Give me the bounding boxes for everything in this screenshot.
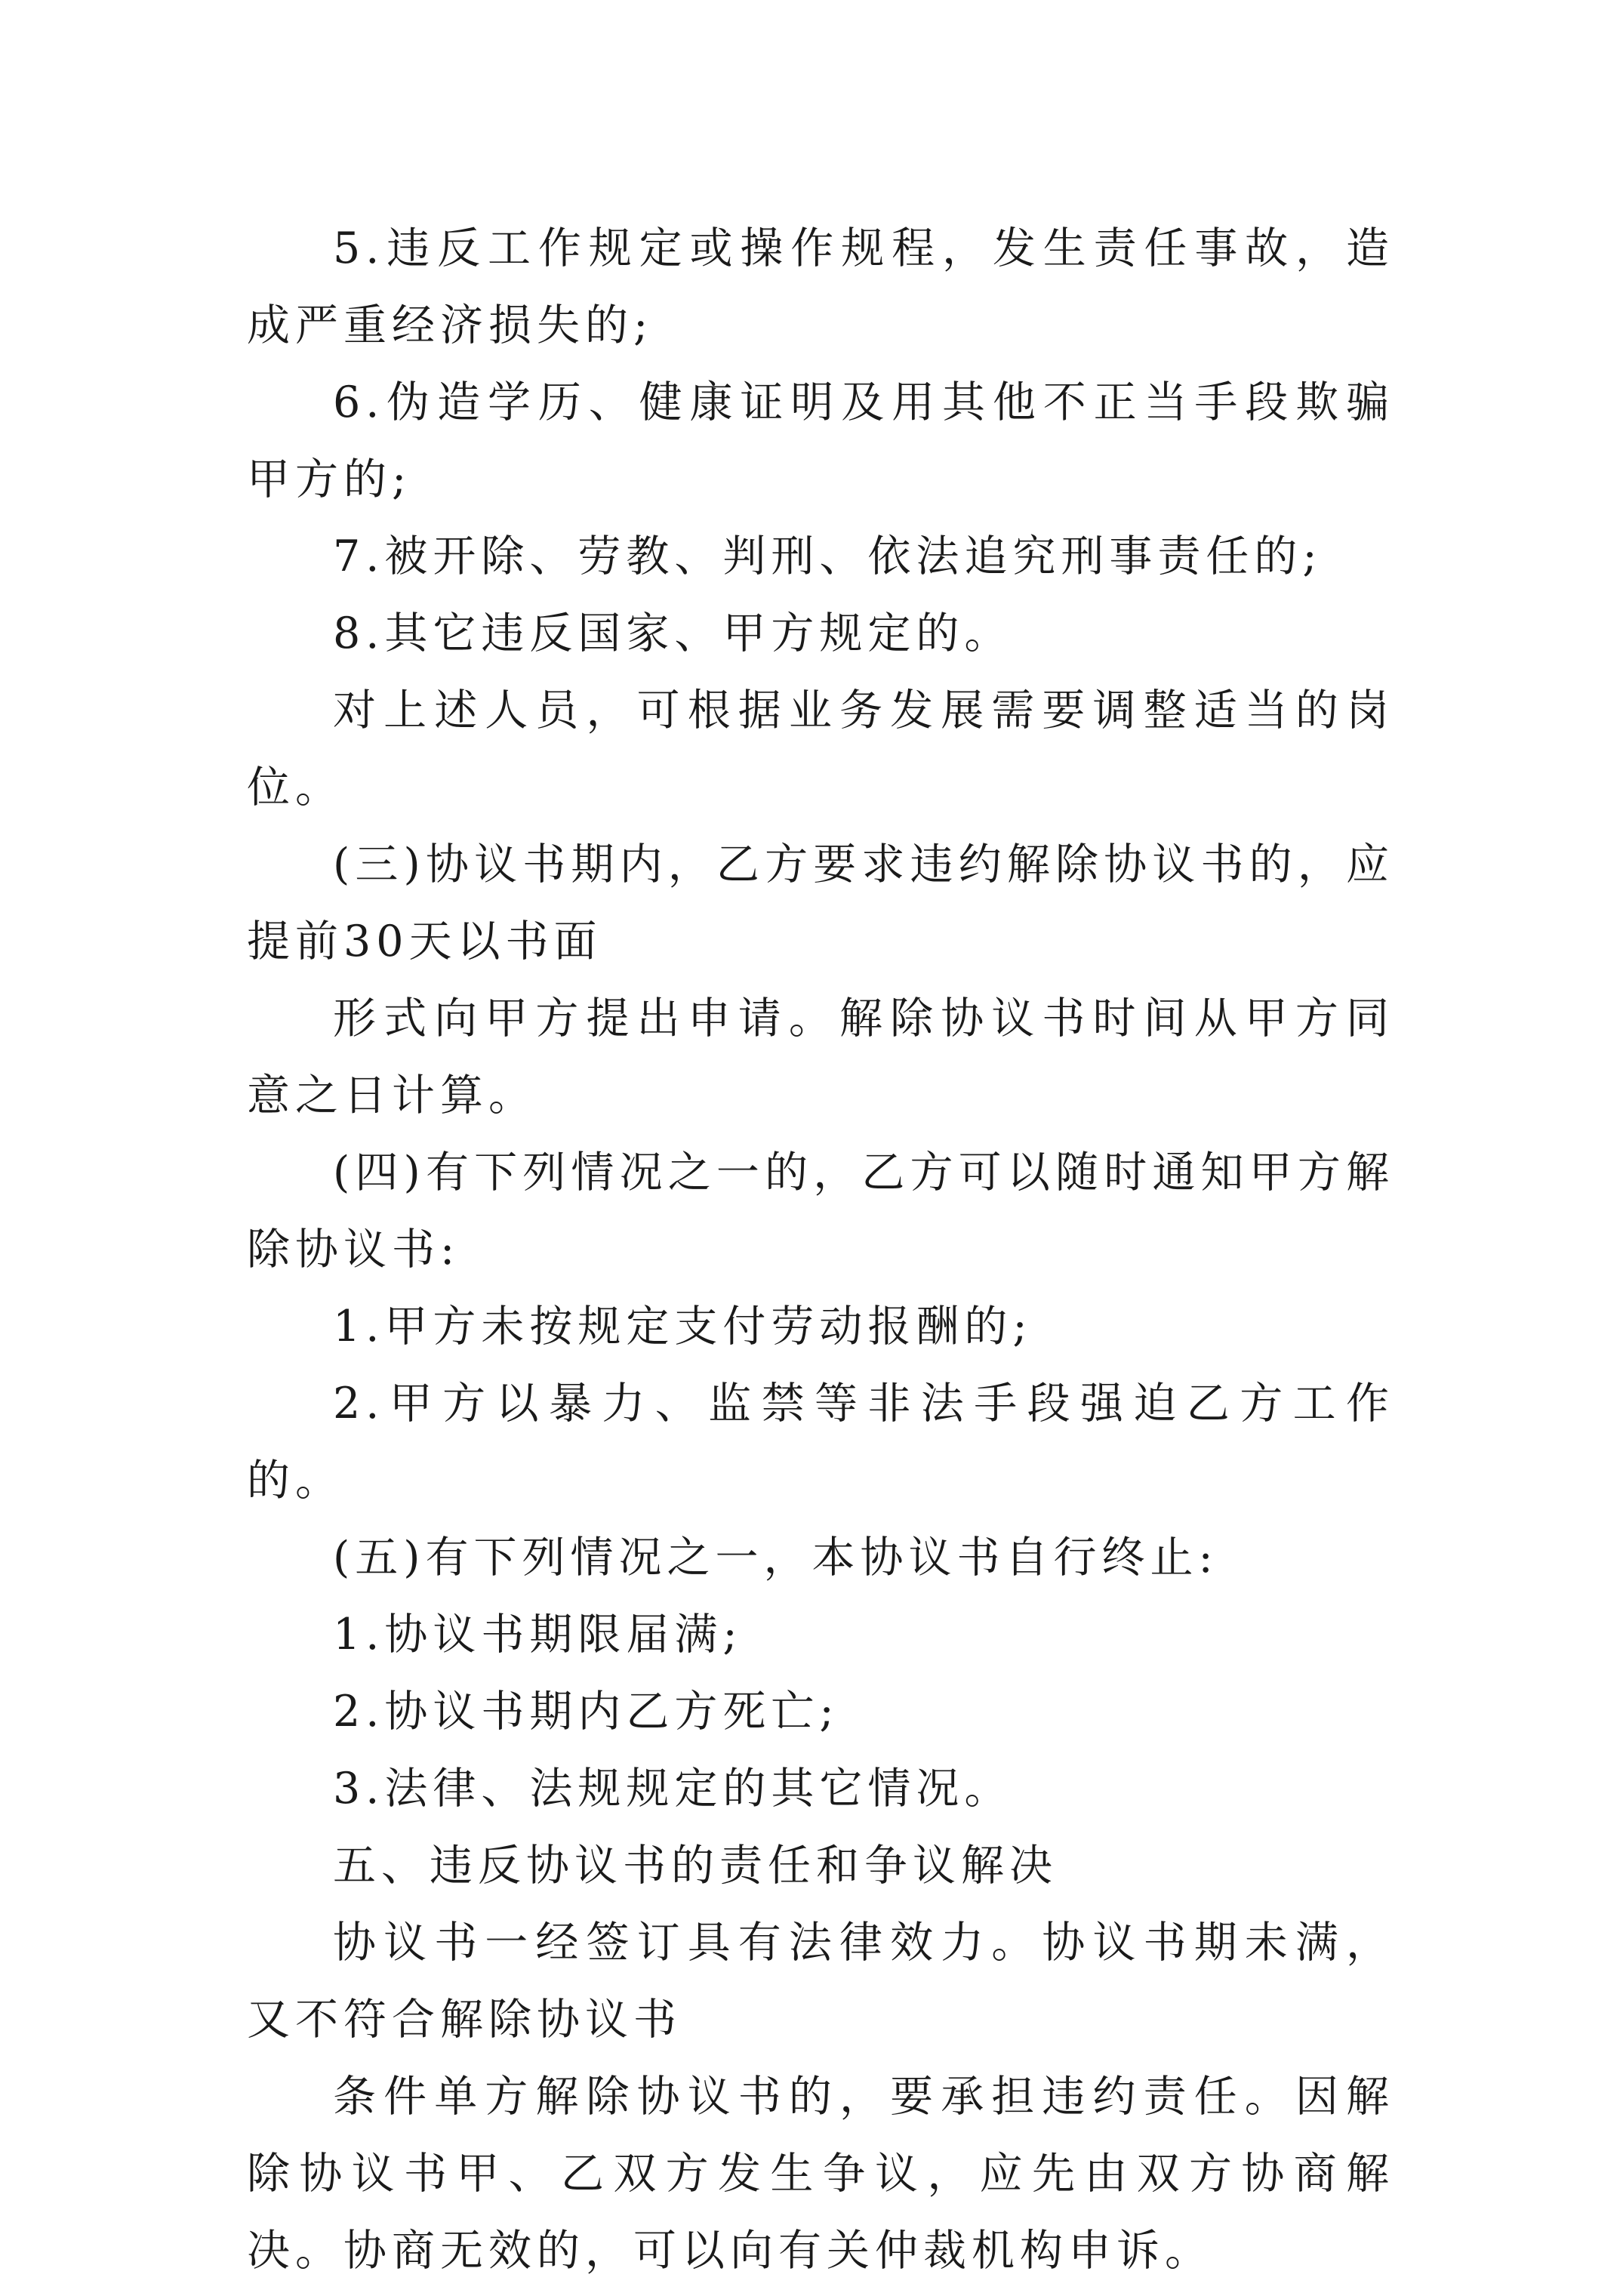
paragraph-item-5: 5.违反工作规定或操作规程，发生责任事故，造成严重经济损失的;: [247, 223, 1394, 350]
paragraph-section-4-item-2: 2.甲方以暴力、监禁等非法手段强迫乙方工作的。: [247, 1379, 1394, 1505]
section-heading-5: 五、违反协议书的责任和争议解决: [333, 1841, 1058, 1891]
paragraph-section-5-item-2: 2.协议书期内乙方死亡;: [333, 1687, 839, 1737]
paragraph-item-6: 6.伪造学历、健康证明及用其他不正当手段欺骗甲方的;: [247, 378, 1394, 504]
paragraph-note: 对上述人员，可根据业务发展需要调整适当的岗位。: [247, 686, 1394, 812]
paragraph-item-8: 8.其它违反国家、甲方规定的。: [333, 609, 1013, 658]
paragraph-section-5: (五)有下列情况之一，本协议书自行终止:: [333, 1533, 1218, 1583]
paragraph-section-3: (三)协议书期内，乙方要求违约解除协议书的，应提前30天以书面: [247, 840, 1394, 966]
paragraph-section-5-item-1: 1.协议书期限届满;: [333, 1610, 743, 1660]
paragraph-liability: 协议书一经签订具有法律效力。协议书期未满，又不符合解除协议书: [247, 1918, 1394, 2045]
paragraph-section-3-continued: 形式向甲方提出申请。解除协议书时间从甲方同意之日计算。: [247, 994, 1394, 1120]
paragraph-section-4-item-1: 1.甲方未按规定支付劳动报酬的;: [333, 1302, 1033, 1351]
document-body: [247, 210, 1394, 2289]
paragraph-liability-continued: 条件单方解除协议书的，要承担违约责任。因解除协议书甲、乙双方发生争议，应先由双方协商解决。协商无效的，可以向有关仲裁机构申诉。: [247, 2072, 1394, 2276]
paragraph-section-4: (四)有下列情况之一的，乙方可以随时通知甲方解除协议书:: [247, 1148, 1394, 1274]
paragraph-section-5-item-3: 3.法律、法规规定的其它情况。: [333, 1764, 1013, 1814]
paragraph-item-7: 7.被开除、劳教、判刑、依法追究刑事责任的;: [333, 532, 1323, 581]
